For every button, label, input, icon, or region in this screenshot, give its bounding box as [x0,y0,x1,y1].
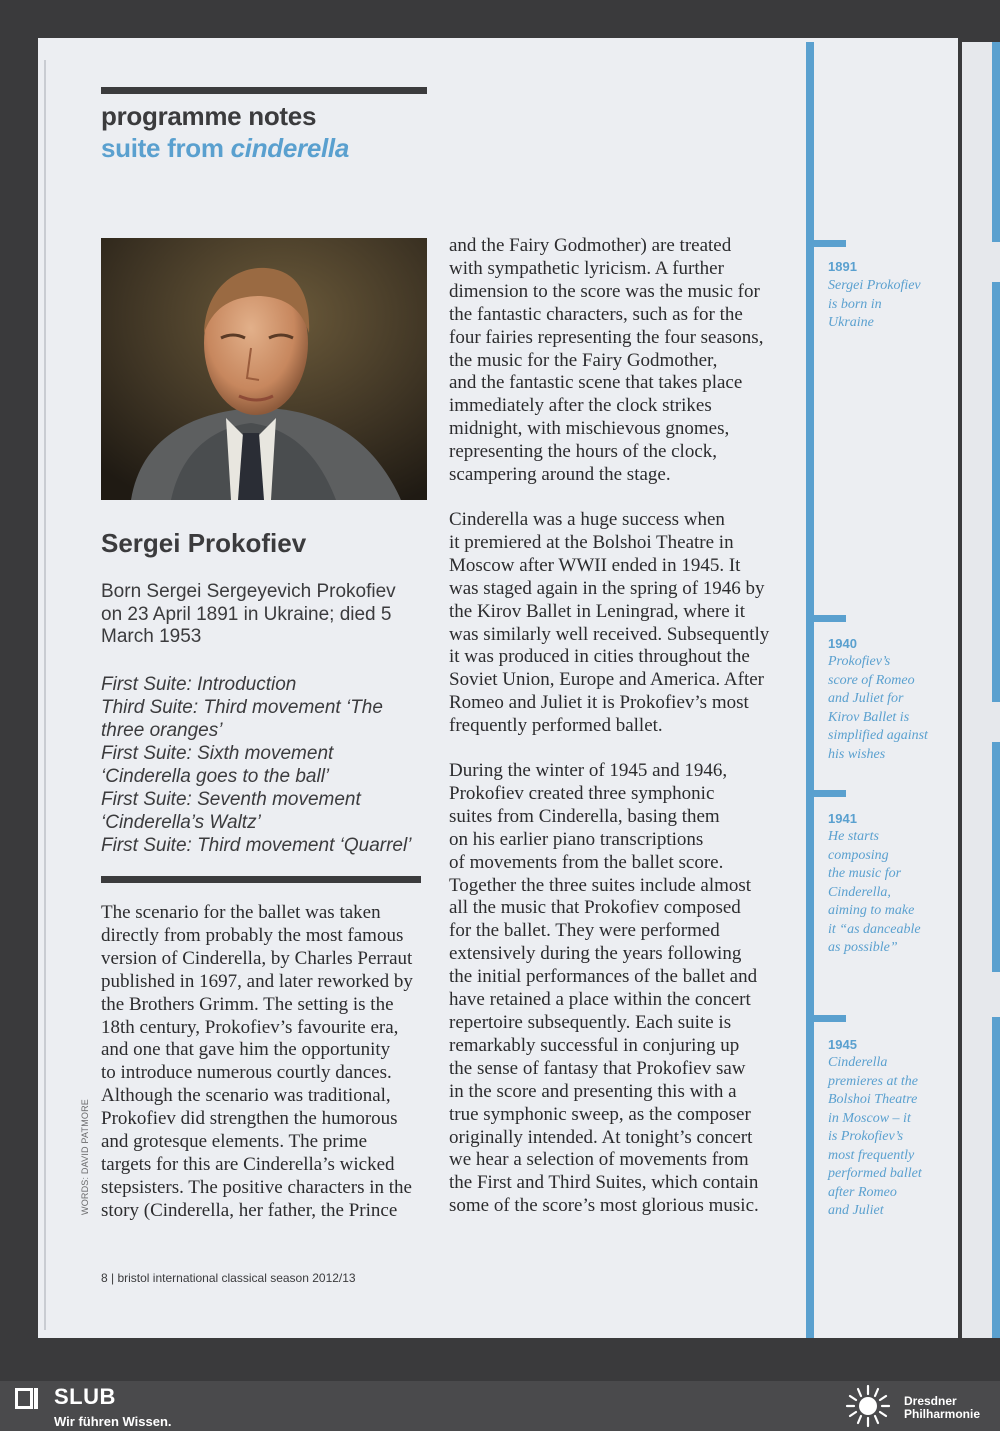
composer-name: Sergei Prokofiev [101,528,307,558]
timeline-year: 1891 [828,259,857,274]
slub-tagline: Wir führen Wissen. [54,1414,172,1429]
movement-line: ‘Cinderella’s Waltz’ [101,812,261,833]
paragraph: During the winter of 1945 and 1946, Prokofiev created three symphonic suites from Cinderella, basing them on his earlier piano transcriptions of movements from the ballet score. Together the three suites include almost all the music that Prokofiev composed for the ballet. They were performed extensively during the years following the initial performances of the ballet and have retained a place within the concert repertoire subsequently. Each suite is remarkably successful in conjuring up the sense of fantasy that Prokofiev saw in the score and presenting this with a true symphonic sweep, as the composer originally intended. At tonight’s concert we hear a selection of movements from the First and Third Suites, which contain some of the score’s most glorious music. [449,760,759,1217]
slub-logo-title[interactable]: SLUB [54,1384,116,1409]
article-column-2 [449,235,779,1218]
page-subtitle: suite from cinderella [101,133,350,163]
timeline-event: Prokofiev’s score of Romeo and Juliet for Kirov Ballet is simplified against his wishes [828,654,928,762]
timeline-bar [806,42,814,1338]
timeline-event: Cinderella premieres at the Bolshoi Theatre in Moscow – it is Prokofiev’s most frequently performed ballet after Romeo and Juliet [828,1055,922,1218]
composer-portrait [101,238,427,500]
timeline-tick [814,615,846,622]
article-column-1: The scenario for the ballet was taken directly from probably the most famous version of Cinderella, by Charles Perraut published in 1697, and later reworked by the Brothers Grimm. The setting is the 18th century, Prokofiev’s favourite era, and one that gave him the opportunity to introduce numerous courtly dances. Although the scenario was traditional, Prokofiev did strengthen the humorous and grotesque elements. The prime targets for this are Cinderella’s wicked stepsisters. The positive characters in the story (Cinderella, her father, the Prince [101,902,413,1221]
movement-line: First Suite: Seventh movement [101,789,361,810]
paragraph: and the Fairy Godmother) are treated with sympathetic lyricism. A further dimension to the score was the music for the fantastic characters, such as for the four fairies representing the four seasons, the music for the Fairy Godmother, and the fantastic scene that takes place immediately after the clock strikes midnight, with mischievous gnomes, representing the hours of the clock, scampering around the stage. [449,235,764,486]
page-gutter [44,60,46,1330]
timeline-year: 1940 [828,636,857,651]
timeline-event: He starts composing the music for Cinderella, aiming to make it “as danceable as possible” [828,829,921,955]
movement-line: ‘Cinderella goes to the ball’ [101,766,330,787]
section-rule [101,876,421,883]
header-rule [101,87,427,94]
author-credit: WORDS: DAVID PATMORE [80,1098,90,1215]
philharmonie-logo-text[interactable]: Dresdner Philharmonie [904,1394,981,1421]
timeline-year: 1945 [828,1037,857,1052]
composer-dates: Born Sergei Sergeyevich Prokofiev on 23 April 1891 in Ukraine; died 5 March 1953 [101,581,396,647]
page-footer: 8 | bristol international classical season 2012/13 [101,1271,356,1285]
timeline-tick [814,790,846,797]
movement-list [101,673,431,857]
page-title: programme notes [101,101,317,131]
timeline-event: Sergei Prokofiev is born in Ukraine [828,278,921,330]
movement-line: Third Suite: Third movement ‘The [101,697,383,718]
movement-line: First Suite: Sixth movement [101,743,334,764]
facing-page-edge [962,42,1000,1338]
timeline-tick [814,240,846,247]
philharmonie-sunburst-icon[interactable] [842,1382,894,1430]
movement-line: First Suite: Introduction [101,674,297,695]
slub-book-icon[interactable] [14,1385,40,1411]
paragraph: Cinderella was a huge success when it premiered at the Bolshoi Theatre in Moscow after WWII ended in 1945. It was staged again in the spring of 1946 by the Kirov Ballet in Leningrad, where it was similarly well received. Subsequently it was produced in cities throughout the Soviet Union, Europe and America. After Romeo and Juliet it is Prokofiev’s most frequently performed ballet. [449,508,770,737]
movement-line: three oranges’ [101,720,223,741]
movement-line: First Suite: Third movement ‘Quarrel’ [101,835,412,856]
timeline-tick [814,1015,846,1022]
timeline-year: 1941 [828,811,857,826]
